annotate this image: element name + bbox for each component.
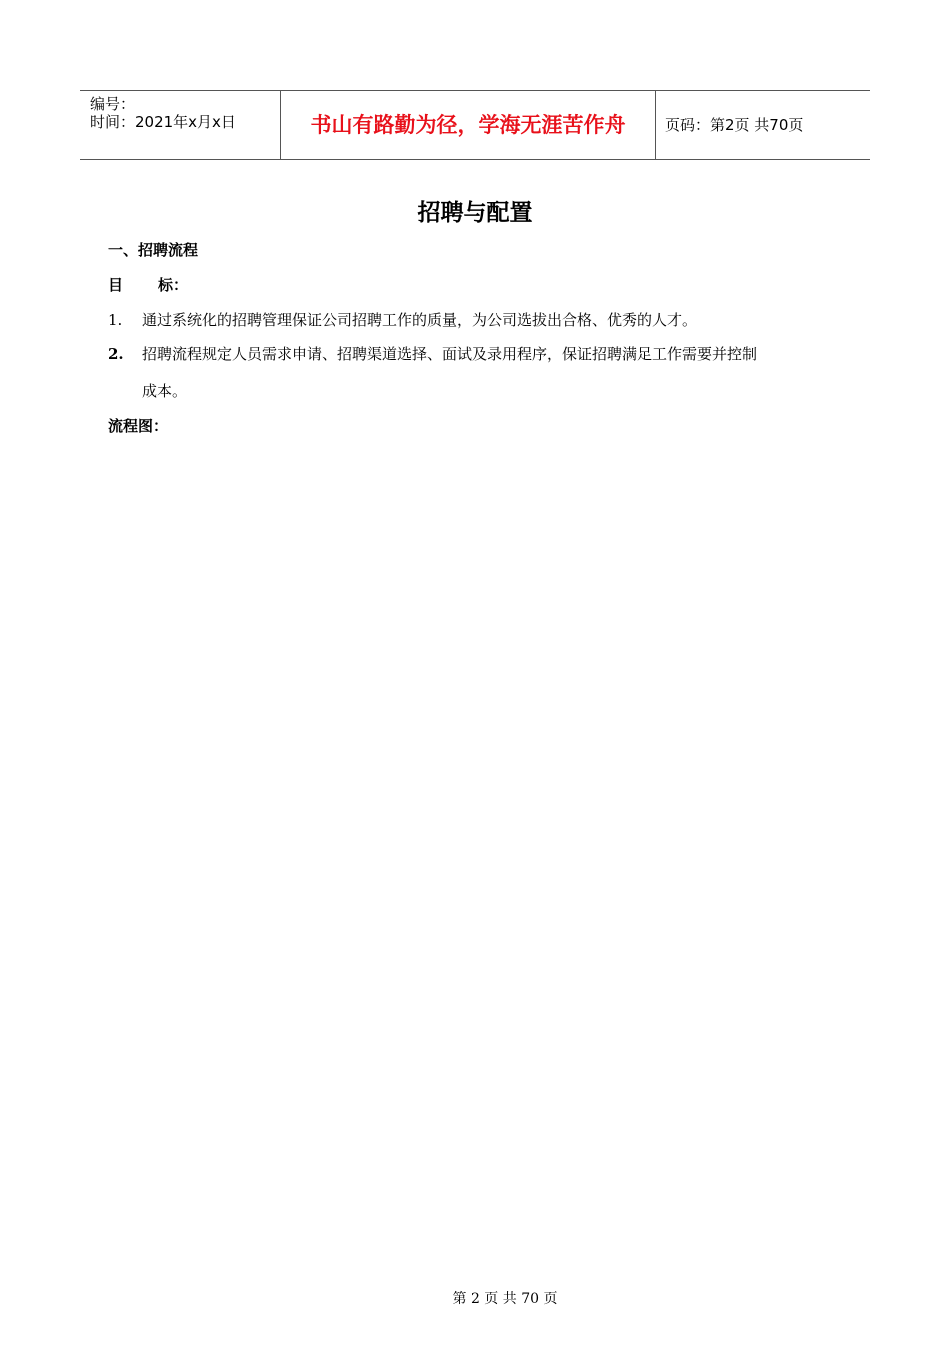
header-page-cell [655, 91, 870, 159]
section-heading: 一、招聘流程 [108, 241, 199, 259]
item-2-number: 2. [108, 345, 124, 363]
item-2-text-line2: 成本。 [142, 382, 188, 400]
motto-text: 书山有路勤为径，学海无涯苦作舟 [310, 113, 626, 137]
goal-label-part1: 目 [108, 276, 124, 294]
header-motto-cell [280, 91, 656, 159]
page-info: 页码：第2页 共70页 [665, 116, 804, 134]
header-meta-cell [80, 91, 280, 159]
header-table [80, 90, 870, 160]
flowchart-label: 流程图： [108, 417, 169, 435]
goal-label-part2: 标： [158, 276, 189, 294]
page-footer: 第 2 页 共 70 页 [452, 1291, 558, 1307]
serial-label: 编号： [90, 95, 136, 113]
page-title: 招聘与配置 [417, 200, 533, 226]
item-1-number: 1. [108, 311, 123, 329]
item-1-text: 通过系统化的招聘管理保证公司招聘工作的质量，为公司选拔出合格、优秀的人才。 [142, 311, 698, 329]
time-label: 时间：2021年x月x日 [90, 113, 236, 131]
item-2-text-line1: 招聘流程规定人员需求申请、招聘渠道选择、面试及录用程序，保证招聘满足工作需要并控制 [142, 345, 758, 363]
